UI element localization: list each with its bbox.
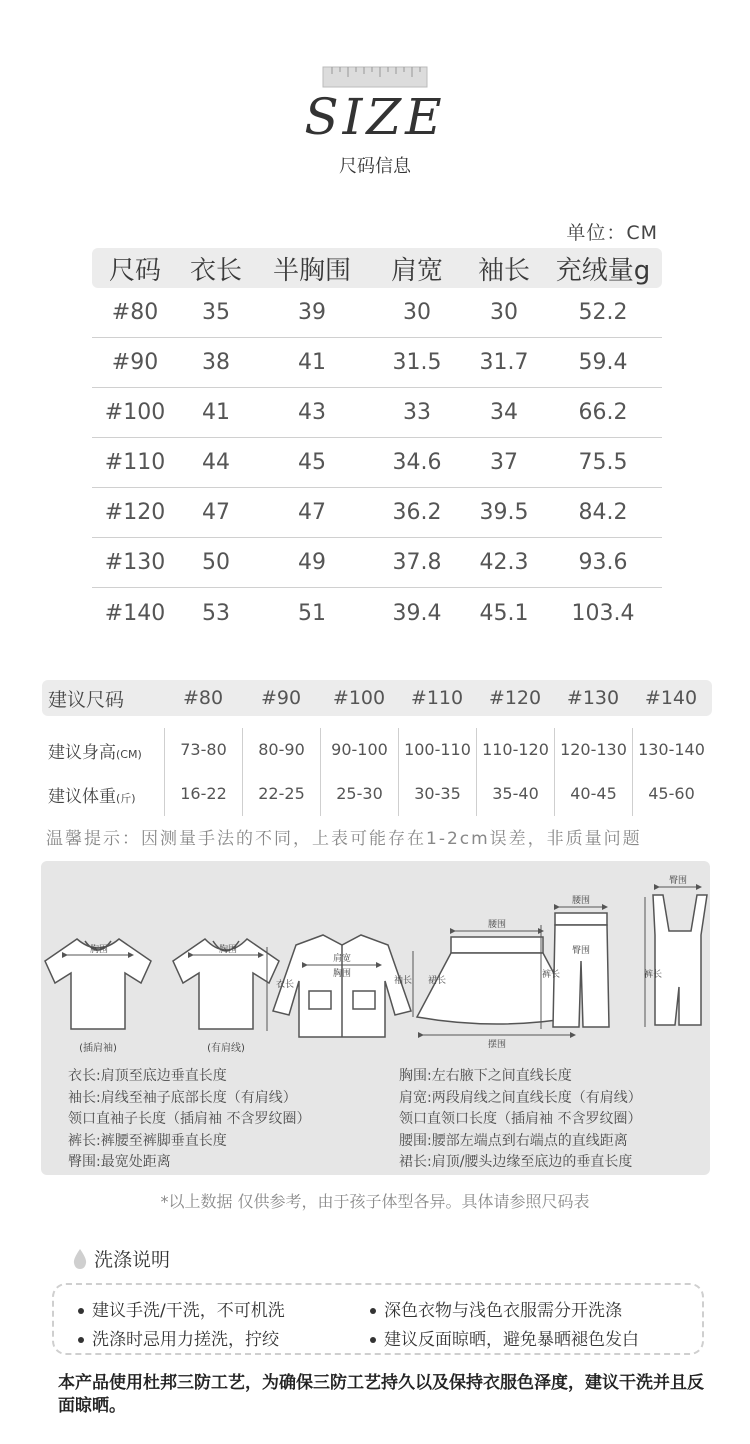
table-row	[92, 488, 662, 538]
table-cell: 37	[490, 450, 518, 475]
measure-desc: 裙长:肩顶/腰头边缘至底边的垂直长度	[399, 1154, 633, 1171]
unit-label: 单位：CM	[566, 222, 658, 244]
table-cell: 39.4	[392, 600, 442, 626]
height-value: 130-140	[632, 728, 710, 772]
label-yaowei: 腰围	[571, 896, 591, 906]
table-cell: 43	[298, 400, 326, 425]
water-drop-icon	[72, 1248, 88, 1270]
table-cell: 34	[490, 400, 518, 425]
weight-label: 建议体重(斤)	[48, 786, 136, 807]
column-header: 尺码	[108, 255, 161, 286]
table-cell: 66.2	[578, 400, 628, 425]
label-baiwei: 摆围	[487, 1040, 507, 1050]
wash-item: 建议反面晾晒，避免暴晒褪色发白	[370, 1325, 639, 1350]
ruler-icon	[322, 66, 428, 88]
weight-value: 25-30	[320, 772, 398, 816]
table-cell: 47	[298, 500, 326, 525]
weight-value: 45-60	[632, 772, 710, 816]
table-row	[92, 338, 662, 388]
raglan-tee-icon	[45, 939, 151, 1029]
label-xiongwei: 胸围	[332, 969, 352, 979]
caption-shoulder: (有肩线)	[207, 1043, 245, 1054]
wash-title-text: 洗涤说明	[94, 1249, 171, 1271]
height-value: 80-90	[242, 728, 320, 772]
shoulder-tee-icon	[173, 939, 279, 1029]
table-cell: 59.4	[578, 350, 628, 375]
measure-desc: 裤长:裤腰至裤脚垂直长度	[68, 1132, 227, 1149]
jacket-icon	[273, 935, 411, 1037]
table-cell: 41	[202, 400, 230, 425]
height-value: 100-110	[398, 728, 476, 772]
weight-row	[42, 772, 712, 816]
table-cell: #100	[104, 400, 166, 425]
label-tunwei: 臀围	[668, 876, 688, 886]
table-cell: 45.1	[479, 600, 529, 626]
table-cell: #80	[111, 300, 159, 325]
table-row	[92, 388, 662, 438]
measure-desc: 袖长:肩线至袖子底部长度（有肩线）	[68, 1089, 297, 1106]
measurement-diagram	[41, 861, 710, 1061]
recommend-table	[42, 680, 712, 816]
column-header: 半胸围	[272, 255, 351, 286]
weight-value: 30-35	[398, 772, 476, 816]
table-cell: 34.6	[392, 450, 442, 475]
measure-desc: 臀围:最宽处距离	[68, 1154, 171, 1171]
table-cell: 33	[403, 400, 431, 425]
height-value: 110-120	[476, 728, 554, 772]
table-cell: 103.4	[571, 600, 635, 626]
table-cell: 31.7	[479, 350, 529, 375]
label-tunwei: 臀围	[571, 946, 591, 956]
table-cell: 31.5	[392, 350, 442, 375]
column-header: 肩宽	[390, 255, 443, 286]
label-kuchang: 裤长	[643, 970, 663, 980]
recommend-size: #140	[644, 687, 698, 709]
table-cell: 44	[202, 450, 230, 475]
table-cell: 38	[202, 350, 230, 375]
label-xiongwei: 胸围	[218, 945, 238, 955]
table-cell: 53	[202, 600, 230, 626]
measurement-tip: 温馨提示：因测量手法的不同，上表可能存在1-2cm误差，非质量问题	[46, 829, 642, 849]
table-cell: #130	[104, 550, 166, 575]
page-title: SIZE	[304, 88, 446, 146]
table-cell: #90	[111, 350, 159, 375]
table-row	[92, 438, 662, 488]
size-table-header	[92, 248, 662, 288]
measure-desc: 衣长:肩顶至底边垂直长度	[68, 1068, 227, 1084]
table-cell: #120	[104, 500, 166, 525]
label-yichang: 衣长	[275, 980, 295, 990]
measure-desc-left	[68, 1066, 310, 1174]
measure-desc: 腰围:腰部左端点到右端点的直线距离	[399, 1132, 628, 1149]
wash-item: 建议手洗/干洗，不可机洗	[78, 1296, 285, 1321]
table-cell: 52.2	[578, 300, 628, 325]
weight-value: 16-22	[164, 772, 242, 816]
wash-item: 深色衣物与浅色衣服需分开洗涤	[370, 1296, 622, 1321]
table-cell: 45	[298, 450, 326, 475]
measure-desc: 领口直袖子长度（插肩袖 不含罗纹圈）	[68, 1111, 311, 1128]
wash-title	[72, 1245, 170, 1272]
wash-item: 洗涤时忌用力搓洗，拧绞	[78, 1325, 279, 1350]
weight-value: 22-25	[242, 772, 320, 816]
weight-value: 40-45	[554, 772, 632, 816]
recommend-size: #110	[410, 687, 464, 709]
table-cell: 50	[202, 550, 230, 575]
table-cell: 41	[298, 350, 326, 375]
table-cell: 47	[202, 500, 230, 525]
label-kuchang: 裤长	[541, 970, 561, 980]
label-xiongwei: 胸围	[89, 945, 109, 955]
measure-desc-right	[399, 1066, 642, 1174]
label-xiuchang: 袖长	[393, 976, 413, 986]
column-header: 衣长	[189, 255, 242, 286]
table-cell: 30	[490, 300, 518, 325]
table-cell: 37.8	[392, 550, 442, 575]
caption-raglan: (插肩袖)	[79, 1043, 117, 1054]
table-row	[92, 288, 662, 338]
reference-note: *以上数据 仅供参考，由于孩子体型各异。具体请参照尺码表	[160, 1192, 590, 1211]
table-cell: #140	[104, 600, 166, 626]
table-cell: 51	[298, 600, 326, 626]
height-value: 90-100	[320, 728, 398, 772]
height-value: 73-80	[164, 728, 242, 772]
label-jianwei: 肩宽	[332, 954, 352, 964]
table-cell: 36.2	[392, 500, 442, 525]
overalls-icon	[653, 895, 707, 1025]
size-header	[0, 60, 750, 180]
recommend-size: #120	[488, 687, 542, 709]
table-row	[92, 588, 662, 638]
table-cell: 49	[298, 550, 326, 575]
recommend-header-label: 建议尺码	[48, 688, 125, 711]
table-cell: 93.6	[578, 550, 628, 575]
page-subtitle: 尺码信息	[339, 156, 411, 177]
recommend-size: #100	[332, 687, 386, 709]
table-cell: 42.3	[479, 550, 529, 575]
table-cell: #110	[104, 450, 166, 475]
table-cell: 84.2	[578, 500, 628, 525]
column-header: 充绒量g	[555, 255, 651, 286]
table-cell: 39	[298, 300, 326, 325]
recommend-size: #90	[260, 687, 302, 709]
table-cell: 30	[403, 300, 431, 325]
measure-desc: 领口直领口长度（插肩袖 不含罗纹圈）	[399, 1111, 642, 1128]
size-table	[92, 248, 662, 638]
column-header: 袖长	[477, 255, 530, 286]
table-row	[92, 538, 662, 588]
table-cell: 75.5	[578, 450, 628, 475]
recommend-size: #130	[566, 687, 620, 709]
table-cell: 35	[202, 300, 230, 325]
recommend-header	[42, 680, 712, 716]
table-cell: 39.5	[479, 500, 529, 525]
height-label: 建议身高(CM)	[48, 742, 142, 763]
measure-desc: 肩宽:两段肩线之间直线长度（有肩线）	[399, 1089, 642, 1106]
height-value: 120-130	[554, 728, 632, 772]
pants-icon	[553, 913, 609, 1027]
measure-desc: 胸围:左右腋下之间直线长度	[399, 1068, 572, 1084]
recommend-size: #80	[182, 687, 224, 709]
height-row	[42, 728, 712, 772]
footer-note: 本产品使用杜邦三防工艺，为确保三防工艺持久以及保持衣服色泽度，建议干洗并且反面晾晒。	[58, 1373, 704, 1416]
label-yaowei: 腰围	[487, 920, 507, 930]
label-qunchang: 裙长	[427, 976, 447, 986]
weight-value: 35-40	[476, 772, 554, 816]
